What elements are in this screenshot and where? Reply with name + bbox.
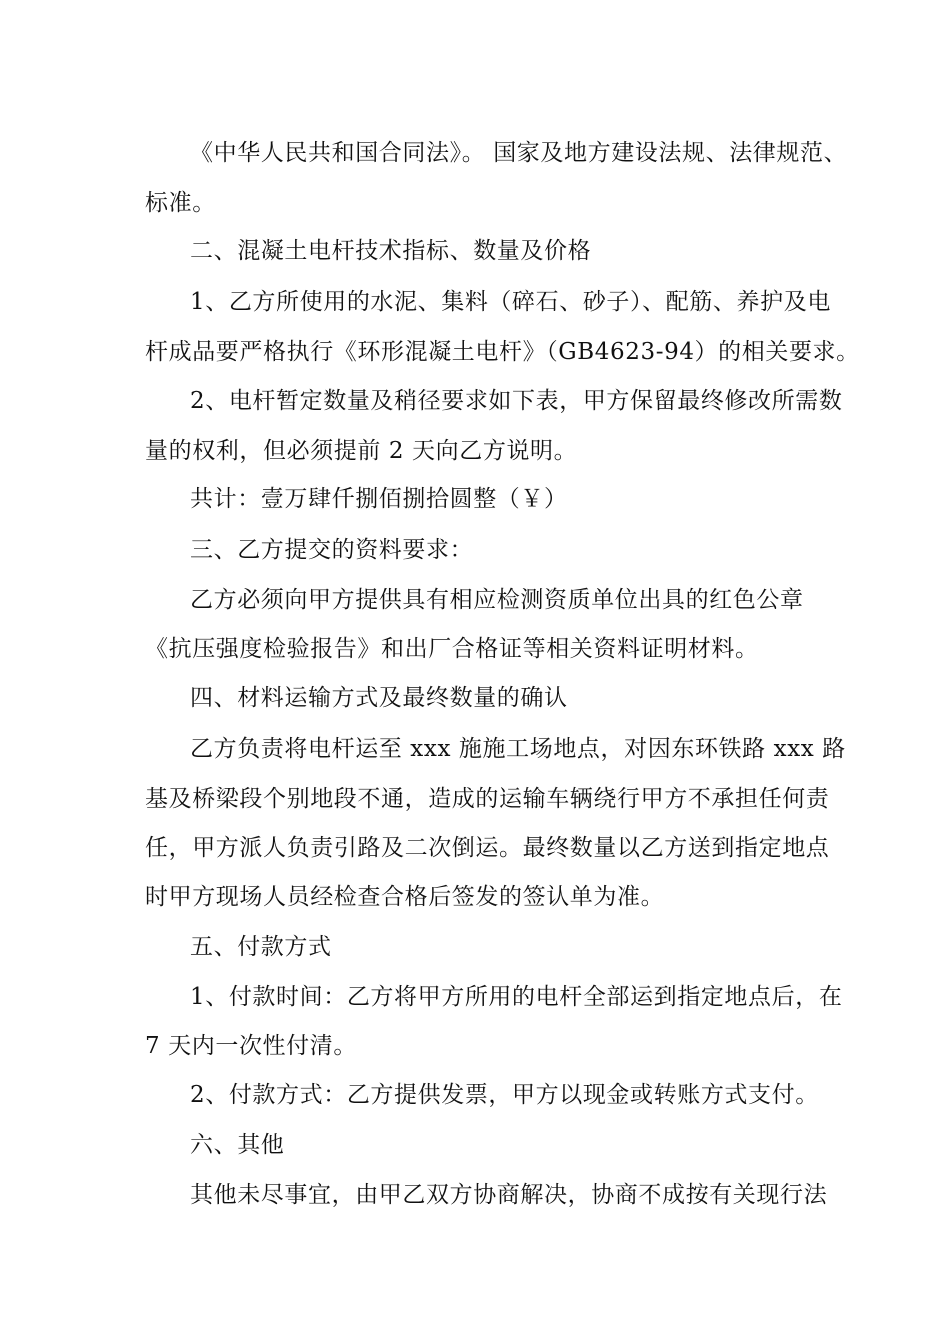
total-line: 共计：壹万肆仟捌佰捌拾圆整（￥） [190,486,568,512]
text-line: 《中华人民共和国合同法》。 国家及地方建设法规、法律规范、 [190,140,848,166]
text-line: 乙方负责将电杆运至 xxx 施施工场地点，对因东环铁路 xxx 路 [190,736,846,762]
section-heading: 三、乙方提交的资料要求： [190,537,474,563]
text-line: 2、电杆暂定数量及稍径要求如下表，甲方保留最终修改所需数 [190,388,843,414]
text-line: 量的权利，但必须提前 2 天向乙方说明。 [145,438,578,464]
text-line: 标准。 [145,190,216,216]
text-line: 2、付款方式：乙方提供发票，甲方以现金或转账方式支付。 [190,1082,819,1108]
section-heading: 五、付款方式 [190,934,332,960]
text-line: 1、乙方所使用的水泥、集料（碎石、砂子）、配筋、养护及电 [190,289,831,315]
text-line: 1、付款时间：乙方将甲方所用的电杆全部运到指定地点后，在 [190,984,843,1010]
text-line: 基及桥梁段个别地段不通，造成的运输车辆绕行甲方不承担任何责 [145,786,830,812]
text-line: 7 天内一次性付清。 [145,1033,357,1059]
text-line: 时甲方现场人员经检查合格后签发的签认单为准。 [145,884,665,910]
text-line: 其他未尽事宜，由甲乙双方协商解决，协商不成按有关现行法 [190,1182,828,1208]
text-line: 《抗压强度检验报告》和出厂合格证等相关资料证明材料。 [145,636,759,662]
text-line: 杆成品要严格执行《环形混凝土电杆》（GB4623-94）的相关要求。 [145,339,860,365]
text-line: 任，甲方派人负责引路及二次倒运。最终数量以乙方送到指定地点 [145,835,830,861]
section-heading: 六、其他 [190,1132,285,1158]
section-heading: 四、材料运输方式及最终数量的确认 [190,685,568,711]
section-heading: 二、混凝土电杆技术指标、数量及价格 [190,238,592,264]
text-line: 乙方必须向甲方提供具有相应检测资质单位出具的红色公章 [190,587,804,613]
